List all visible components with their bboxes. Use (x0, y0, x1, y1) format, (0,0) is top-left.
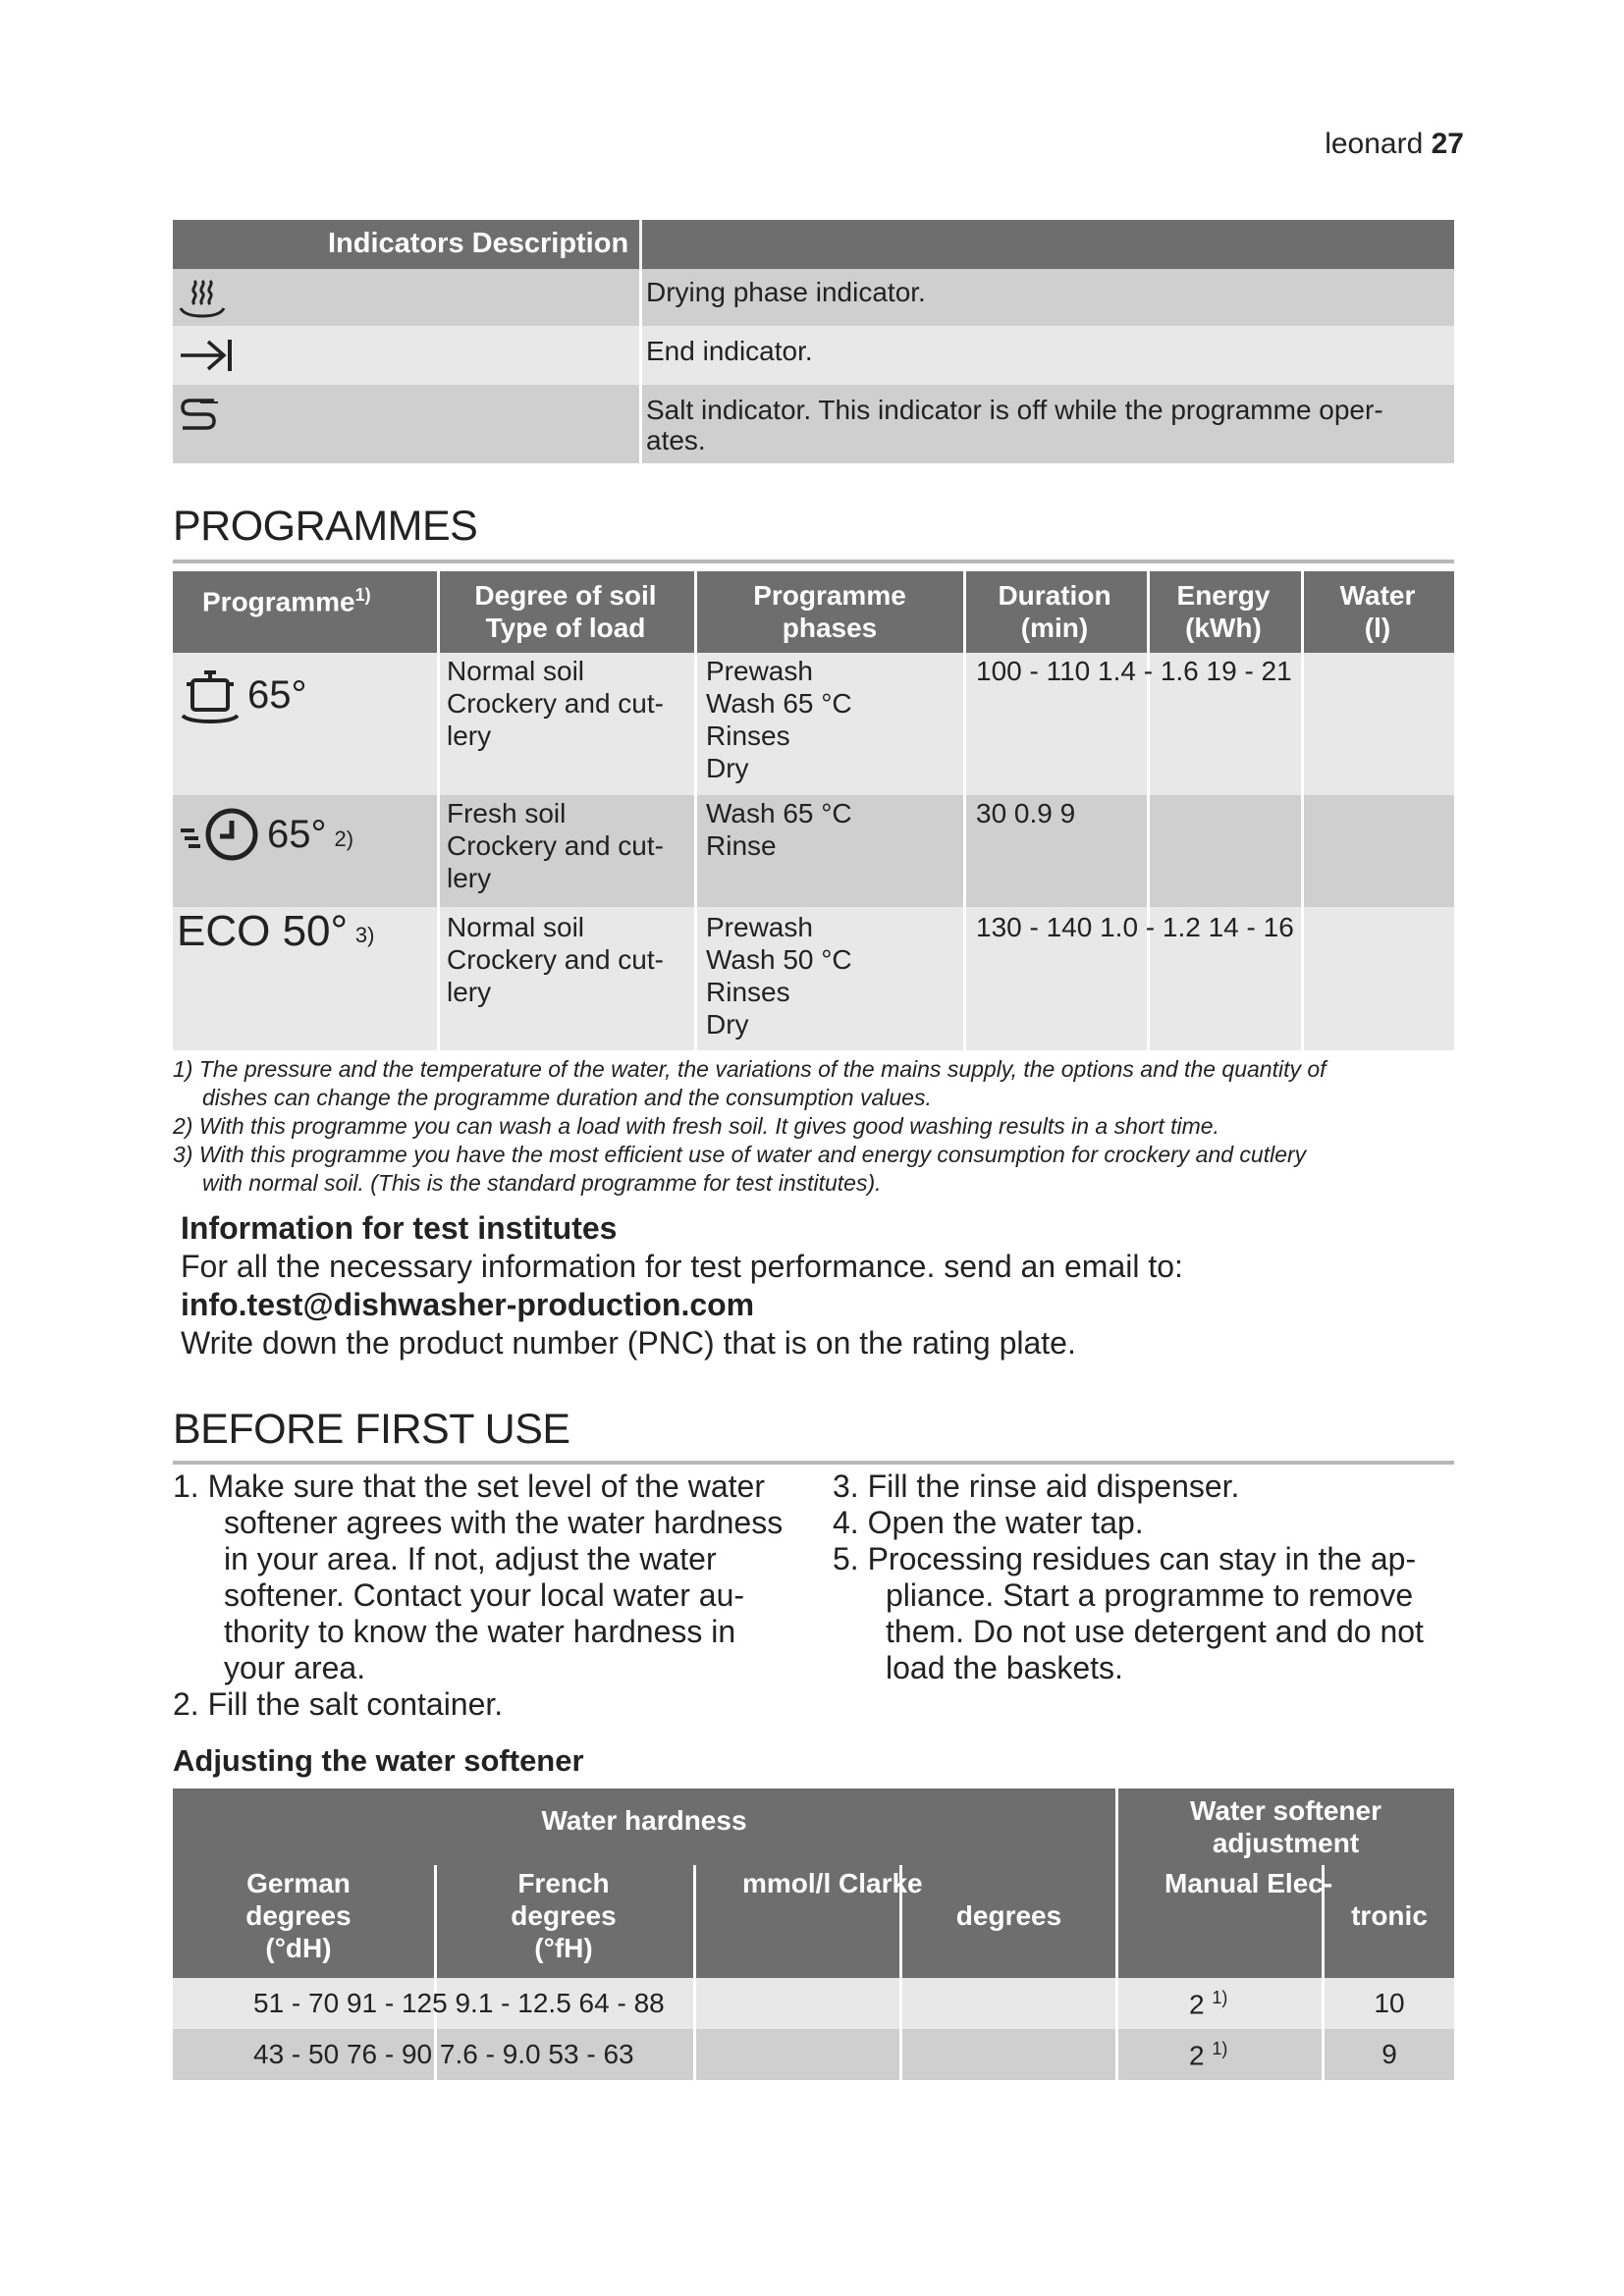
soil-line: Fresh soil (447, 798, 567, 828)
col-duration (966, 579, 1143, 644)
list-item: 5. Processing residues can stay in the ap- (833, 1541, 1417, 1576)
list-item: 4. Open the water tap. (833, 1505, 1144, 1540)
drying-icon (177, 277, 236, 325)
programme-temp: 65° (267, 812, 327, 856)
programme-symbol (177, 907, 375, 955)
footnote-ref: 3) (354, 923, 375, 947)
col-french (437, 1867, 690, 1964)
footnote-ref: 2) (334, 826, 354, 851)
col-programme (202, 579, 438, 617)
phase-line: Dry (706, 753, 749, 783)
phase-line: Rinse (706, 830, 777, 861)
test-info (181, 1209, 1183, 1362)
soil-line: Crockery and cut- (447, 830, 664, 861)
col-mmol: mmol/l Clarke (742, 1868, 923, 1898)
soil-line: Crockery and cut- (447, 944, 664, 975)
soil-line: Normal soil (447, 656, 585, 686)
col-duration-line2: (min) (1020, 613, 1089, 643)
page-header (1325, 128, 1464, 161)
footnote-3: 3) With this programme you have the most efficient use of water and energy consumption for crockery and cutlery (173, 1142, 1307, 1167)
col-programme-label: Programme (202, 586, 355, 617)
col-german-line: German (246, 1868, 351, 1898)
brand-name: leonard (1325, 128, 1424, 160)
programme-values: 130 - 140 1.0 - 1.2 14 - 16 (976, 912, 1294, 942)
soil-line: Crockery and cut- (447, 688, 664, 719)
soil-line: Normal soil (447, 912, 585, 942)
phase-line: Wash 50 °C (706, 944, 852, 975)
water-softener-heading: Adjusting the water softener (173, 1743, 584, 1778)
list-item-cont: them. Do not use detergent and do not (886, 1614, 1424, 1649)
col-water (1304, 579, 1451, 644)
hardness-values: 51 - 70 91 - 125 9.1 - 12.5 64 - 88 (253, 1988, 665, 2018)
phase-line: Prewash (706, 912, 813, 942)
phase-line: Rinses (706, 721, 790, 751)
programme-eco-label: ECO 50° (177, 907, 349, 955)
col-phases (697, 579, 962, 644)
indicator-row (173, 269, 1454, 326)
programme-phases (706, 911, 852, 1041)
manual-setting (1189, 2039, 1227, 2071)
list-item-cont: softener agrees with the water hardness (224, 1505, 784, 1540)
programmes-title: PROGRAMMES (173, 503, 478, 550)
pot-icon (179, 665, 244, 725)
col-german (173, 1867, 424, 1964)
before-use-list-right (833, 1468, 1461, 1686)
footnote-1: 1) The pressure and the temperature of the water, the variations of the mains supply, the options and the quantity of (173, 1056, 1326, 1082)
manual-value: 2 (1189, 2040, 1205, 2071)
test-info-line: For all the necessary information for test performance. send an email to: (181, 1249, 1183, 1284)
electronic-value: 10 (1374, 1988, 1405, 2018)
programme-symbol (177, 805, 353, 864)
col-german-line: degrees (245, 1900, 352, 1931)
manual-value: 2 (1189, 1989, 1205, 2020)
manual-setting (1189, 1988, 1227, 2020)
col-soil-line2: Type of load (485, 613, 646, 643)
indicator-description (646, 395, 1432, 455)
phase-line: Wash 65 °C (706, 688, 852, 719)
list-item-cont: softener. Contact your local water au- (224, 1577, 745, 1613)
programme-row (173, 653, 1454, 795)
footnote-ref: 1) (354, 585, 371, 605)
list-item-cont: in your area. If not, adjust the water (224, 1541, 717, 1576)
salt-icon (177, 395, 236, 443)
footnote-1-cont: dishes can change the programme duration and the consumption values. (202, 1085, 932, 1110)
programme-footnotes (173, 1055, 1459, 1198)
programme-row (173, 907, 1454, 1050)
col-french-line: French (517, 1868, 610, 1898)
list-item: 2. Fill the salt container. (173, 1686, 504, 1722)
water-hardness-group: Water hardness (541, 1805, 747, 1836)
programme-row (173, 795, 1454, 907)
programme-phases (706, 797, 852, 862)
indicator-description: End indicator. (646, 336, 813, 366)
programme-phases (706, 655, 852, 784)
programme-soil (447, 655, 664, 752)
footnote-ref: 1) (1212, 2039, 1228, 2058)
indicator-description-line: ates. (646, 425, 706, 455)
col-phases-line2: phases (782, 613, 878, 643)
col-water-line1: Water (1339, 580, 1416, 611)
water-softener-row (173, 1978, 1454, 2029)
soil-line: lery (447, 977, 492, 1007)
footnote-ref: 1) (1212, 1988, 1228, 2007)
col-water-line2: (l) (1364, 613, 1391, 643)
list-item-cont: load the baskets. (886, 1650, 1123, 1685)
col-french-line: degrees (511, 1900, 617, 1931)
programme-values: 30 0.9 9 (976, 798, 1076, 828)
group2-line1: Water softener (1189, 1795, 1381, 1826)
indicator-description: Drying phase indicator. (646, 277, 926, 307)
indicators-table-header (173, 220, 1454, 269)
indicators-heading: Indicators Description (328, 228, 629, 259)
phase-line: Dry (706, 1009, 749, 1040)
col-energy-line2: (kWh) (1185, 613, 1262, 643)
softener-adjustment-group (1117, 1794, 1454, 1859)
phase-line: Rinses (706, 977, 790, 1007)
programme-values: 100 - 110 1.4 - 1.6 19 - 21 (976, 656, 1292, 686)
water-softener-table-header (173, 1789, 1454, 1978)
col-soil-line1: Degree of soil (474, 580, 657, 611)
col-soil (440, 579, 691, 644)
footnote-3-cont: with normal soil. (This is the standard programme for test institutes). (202, 1170, 882, 1196)
list-item-cont: your area. (224, 1650, 366, 1685)
end-arrow-icon (177, 334, 236, 382)
test-info-email: info.test@dishwasher-production.com (181, 1287, 755, 1322)
col-german-line: (°dH) (265, 1933, 332, 1963)
soil-line: lery (447, 721, 492, 751)
indicator-row (173, 326, 1454, 385)
list-item: 3. Fill the rinse aid dispenser. (833, 1468, 1240, 1504)
indicator-description-line: Salt indicator. This indicator is off while the programme oper- (646, 395, 1383, 425)
col-electronic: tronic (1351, 1900, 1428, 1931)
programme-soil (447, 911, 664, 1008)
col-manual: Manual Elec- (1164, 1868, 1333, 1898)
footnote-2: 2) With this programme you can wash a load with fresh soil. It gives good washing results in a short time. (173, 1113, 1219, 1139)
section-rule (173, 560, 1454, 563)
list-item: 1. Make sure that the set level of the water (173, 1468, 765, 1504)
section-rule (173, 1461, 1454, 1465)
page-number: 27 (1431, 128, 1464, 160)
group2-line2: adjustment (1212, 1828, 1360, 1858)
electronic-value: 9 (1381, 2039, 1397, 2069)
programme-soil (447, 797, 664, 894)
col-french-line: (°fH) (534, 1933, 593, 1963)
phase-line: Prewash (706, 656, 813, 686)
test-info-line: Write down the product number (PNC) that is on the rating plate. (181, 1325, 1076, 1361)
programme-symbol (179, 665, 307, 725)
list-item-cont: thority to know the water hardness in (224, 1614, 736, 1649)
list-item-cont: pliance. Start a programme to remove (886, 1577, 1414, 1613)
indicator-row (173, 385, 1454, 463)
phase-line: Wash 65 °C (706, 798, 852, 828)
programmes-table-header (173, 571, 1454, 653)
col-energy-line1: Energy (1176, 580, 1271, 611)
before-use-list-left (173, 1468, 821, 1723)
programme-temp: 65° (247, 672, 307, 717)
soil-line: lery (447, 863, 492, 893)
hardness-values: 43 - 50 76 - 90 7.6 - 9.0 53 - 63 (253, 2039, 634, 2069)
water-softener-row (173, 2029, 1454, 2080)
test-info-heading: Information for test institutes (181, 1210, 618, 1246)
before-first-use-title: BEFORE FIRST USE (173, 1406, 570, 1453)
col-duration-line1: Duration (998, 580, 1111, 611)
quick-clock-icon (177, 805, 267, 864)
col-clarke-degrees: degrees (955, 1900, 1062, 1931)
col-energy (1150, 579, 1297, 644)
col-phases-line1: Programme (753, 580, 906, 611)
